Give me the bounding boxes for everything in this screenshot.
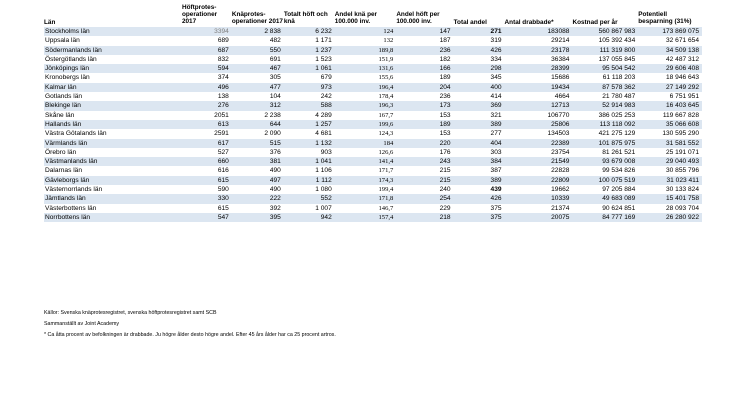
value-cell: 490 (269, 186, 281, 194)
value-cell: 90 624 851 (602, 204, 636, 212)
notes-section (44, 310, 704, 344)
value-cell: 2 838 (232, 27, 284, 36)
value-cell: 594 (182, 64, 232, 73)
value-cell: 552 (284, 194, 335, 203)
value-cell: 105 392 434 (598, 37, 636, 45)
value-cell: 25806 (505, 120, 573, 129)
value-cell: 220 (396, 139, 453, 148)
value-cell: 19662 (551, 186, 570, 194)
value-cell: 2 090 (264, 130, 281, 138)
value-cell: 130 595 290 (662, 130, 699, 138)
value-cell: 4 289 (315, 111, 332, 119)
value-cell: 276 (182, 101, 232, 110)
value-cell: 6 232 (284, 27, 335, 36)
table-row (44, 101, 702, 110)
value-cell: 167,7 (378, 111, 394, 119)
value-cell: 4 681 (315, 130, 332, 138)
county-name-cell: Södermanlands län (44, 46, 182, 55)
value-cell: 32 671 654 (665, 37, 699, 45)
value-cell: 319 (490, 37, 502, 45)
value-cell: 30 133 824 (665, 186, 699, 194)
value-cell: 689 (217, 37, 229, 45)
value-cell: 312 (232, 101, 284, 110)
value-cell: 305 (269, 74, 281, 82)
county-name-cell: Blekinge län (44, 101, 182, 110)
value-cell: 151,9 (378, 55, 394, 63)
table-row (44, 83, 702, 92)
value-cell: 146,7 (378, 204, 394, 212)
county-name-cell: Norrbottens län (44, 213, 182, 222)
table-row (44, 111, 702, 120)
header-row (44, 0, 702, 27)
value-cell: 155,6 (378, 74, 394, 82)
value-cell: 42 487 312 (665, 55, 699, 63)
table-row (44, 92, 702, 101)
value-cell: 174,3 (335, 176, 397, 185)
table-row (44, 157, 702, 166)
value-cell: 49 683 089 (572, 194, 638, 203)
table-row (44, 27, 702, 36)
value-cell: 613 (182, 120, 232, 129)
value-cell: 153 (439, 111, 451, 119)
value-cell: 617 (182, 139, 232, 148)
value-cell: 1 112 (284, 176, 335, 185)
value-cell: 1 106 (315, 167, 332, 175)
value-cell: 19434 (505, 83, 573, 92)
value-cell: 12713 (505, 101, 573, 110)
value-cell: 1 061 (284, 64, 335, 73)
value-cell: 496 (182, 83, 232, 92)
value-cell: 222 (232, 194, 284, 203)
value-cell: 132 (383, 37, 394, 45)
value-cell: 137 055 845 (598, 55, 636, 63)
value-cell: 84 777 169 (572, 213, 638, 222)
data-table-container (44, 0, 702, 222)
value-cell: 189 (439, 74, 451, 82)
county-name-cell: Östergötlands län (45, 55, 97, 63)
value-cell: 182 (439, 55, 451, 63)
value-cell: 392 (269, 204, 281, 212)
value-cell: 21374 (551, 204, 570, 212)
value-cell: 131,6 (335, 64, 397, 73)
value-cell: 52 914 983 (572, 101, 638, 110)
value-cell: 23754 (551, 148, 570, 156)
value-cell: 104 (269, 93, 281, 101)
value-cell: 23178 (505, 46, 573, 55)
table-row (44, 46, 702, 55)
value-cell: 183088 (505, 27, 573, 36)
value-cell: 189,8 (335, 46, 397, 55)
value-cell: 111 319 800 (572, 46, 638, 55)
value-cell: 644 (232, 120, 284, 129)
value-cell: 153 (439, 130, 451, 138)
header-affected: Antal drabbade* (504, 19, 554, 26)
value-cell: 482 (269, 37, 281, 45)
table-row (44, 166, 702, 175)
value-cell: 171,8 (335, 194, 397, 203)
county-name-cell: Jönköpings län (44, 64, 182, 73)
value-cell: 374 (217, 74, 229, 82)
county-name-cell: Gotlands län (45, 93, 83, 101)
value-cell: 29 606 408 (638, 64, 702, 73)
value-cell: 3394 (182, 27, 232, 36)
header-savings: Potentiell besparning (31%) (638, 11, 692, 25)
value-cell: 215 (439, 167, 451, 175)
value-cell: 21549 (505, 157, 573, 166)
value-cell: 124,3 (378, 130, 394, 138)
value-cell: 375 (490, 204, 502, 212)
value-cell: 515 (232, 139, 284, 148)
county-name-cell: Värmlands län (44, 139, 182, 148)
county-name-cell: Västmanlands län (44, 157, 182, 166)
value-cell: 171,7 (378, 167, 394, 175)
value-cell: 31 023 411 (638, 176, 702, 185)
table-row (44, 55, 702, 64)
value-cell: 101 875 975 (572, 139, 638, 148)
value-cell: 141,4 (335, 157, 397, 166)
county-name-cell: Gävleborgs län (44, 176, 182, 185)
header-lan: Län (44, 19, 56, 26)
county-name-cell: Västra Götalands län (45, 130, 107, 138)
table-row (44, 194, 702, 203)
table-row (44, 36, 702, 45)
value-cell: 35 066 608 (638, 120, 702, 129)
value-cell: 218 (396, 213, 453, 222)
value-cell: 124 (335, 27, 397, 36)
value-cell: 832 (217, 55, 229, 63)
value-cell: 330 (182, 194, 232, 203)
value-cell: 93 679 008 (572, 157, 638, 166)
county-name-cell: Uppsala län (45, 37, 80, 45)
table-row (44, 139, 702, 148)
value-cell: 229 (439, 204, 451, 212)
value-cell: 254 (396, 194, 453, 203)
value-cell: 27 149 292 (638, 83, 702, 92)
value-cell: 389 (454, 176, 505, 185)
value-cell: 321 (490, 111, 502, 119)
value-cell: 29214 (551, 37, 570, 45)
value-cell: 147 (396, 27, 453, 36)
value-cell: 189 (396, 120, 453, 129)
value-cell: 29 040 493 (638, 157, 702, 166)
value-cell: 126,6 (378, 148, 394, 156)
value-cell: 1 132 (284, 139, 335, 148)
value-cell: 97 205 884 (602, 186, 636, 194)
value-cell: 30 855 796 (665, 167, 699, 175)
value-cell: 28399 (505, 64, 573, 73)
value-cell: 173 869 075 (638, 27, 702, 36)
value-cell: 31 581 552 (638, 139, 702, 148)
value-cell: 660 (182, 157, 232, 166)
value-cell: 527 (217, 148, 229, 156)
value-cell: 414 (490, 93, 502, 101)
value-cell: 942 (284, 213, 335, 222)
value-cell: 134503 (547, 130, 570, 138)
value-cell: 6 751 951 (669, 93, 699, 101)
value-cell: 87 578 362 (572, 83, 638, 92)
value-cell: 381 (232, 157, 284, 166)
value-cell: 106770 (547, 111, 570, 119)
value-cell: 421 275 129 (598, 130, 636, 138)
value-cell: 113 118 092 (572, 120, 638, 129)
value-cell: 16 403 645 (638, 101, 702, 110)
value-cell: 196,3 (335, 101, 397, 110)
table-row (44, 129, 702, 138)
value-cell: 588 (284, 101, 335, 110)
header-knee-rate: Andel knä per 100.000 inv. (334, 11, 378, 25)
value-cell: 243 (396, 157, 453, 166)
county-name-cell: Västernorrlands län (45, 186, 103, 194)
value-cell: 36384 (551, 55, 570, 63)
value-cell: 547 (182, 213, 232, 222)
value-cell: 187 (439, 37, 451, 45)
value-cell: 119 667 828 (662, 111, 699, 119)
value-cell: 426 (454, 46, 505, 55)
value-cell: 166 (396, 64, 453, 73)
value-cell: 28 093 704 (665, 204, 699, 212)
value-cell: 1 523 (315, 55, 332, 63)
value-cell: 404 (454, 139, 505, 148)
value-cell: 4664 (554, 93, 570, 101)
county-name-cell: Jämtlands län (44, 194, 182, 203)
value-cell: 616 (217, 167, 229, 175)
value-cell: 386 025 253 (598, 111, 636, 119)
value-cell: 271 (454, 27, 505, 36)
value-cell: 590 (217, 186, 229, 194)
value-cell: 376 (269, 148, 281, 156)
value-cell: 236 (396, 46, 453, 55)
value-cell: 384 (454, 157, 505, 166)
value-cell: 375 (454, 213, 505, 222)
value-cell: 173 (396, 101, 453, 110)
value-cell: 22828 (551, 167, 570, 175)
value-cell: 400 (454, 83, 505, 92)
value-cell: 61 118 203 (602, 74, 636, 82)
table-row (44, 148, 702, 157)
value-cell: 334 (490, 55, 502, 63)
source-note: Källor: Svenska knäprotesregistret, svenska höftprotesregistret samt SCB (44, 310, 217, 316)
value-cell: 439 (490, 186, 502, 194)
value-cell: 99 534 826 (602, 167, 636, 175)
value-cell: 477 (232, 83, 284, 92)
value-cell: 550 (232, 46, 284, 55)
header-hip-rate: Andel höft per 100.000 inv. (396, 11, 440, 25)
value-cell: 22809 (505, 176, 573, 185)
header-hip-operations: Höftprotes-operationer 2017 (181, 4, 218, 25)
table-body (44, 27, 702, 222)
compiled-note: Sammanställt av Joint Academy (44, 321, 120, 328)
table-row (44, 64, 702, 73)
value-cell: 2 238 (264, 111, 281, 119)
county-name-cell: Hallands län (44, 120, 182, 129)
value-cell: 21 780 487 (602, 93, 636, 101)
header-total-hip-knee: Totalt höft och knä (283, 11, 328, 25)
value-cell: 184 (335, 139, 397, 148)
value-cell: 22389 (505, 139, 573, 148)
value-cell: 178,4 (378, 93, 394, 101)
value-cell: 18 946 643 (665, 74, 699, 82)
value-cell: 467 (232, 64, 284, 73)
value-cell: 242 (320, 93, 332, 101)
county-name-cell: Skåne län (45, 111, 75, 119)
value-cell: 10339 (505, 194, 573, 203)
header-knee-operations: Knäprotes-operationer 2017 (231, 11, 283, 25)
value-cell: 345 (490, 74, 502, 82)
value-cell: 215 (396, 176, 453, 185)
value-cell: 903 (320, 148, 332, 156)
value-cell: 1 171 (315, 37, 332, 45)
value-cell: 303 (490, 148, 502, 156)
value-cell: 387 (490, 167, 502, 175)
value-cell: 389 (454, 120, 505, 129)
value-cell: 1 257 (284, 120, 335, 129)
value-cell: 15 401 758 (638, 194, 702, 203)
footnote: * Ca åtta procent av befolkningen är drabbade. Ju högre ålder desto högre andel. Efter 45 års ålder har ca 25 procent artros. (44, 332, 336, 339)
county-name-cell: Dalarnas län (45, 167, 83, 175)
value-cell: 199,6 (335, 120, 397, 129)
table-row (44, 73, 702, 82)
value-cell: 196,4 (335, 83, 397, 92)
county-table (44, 0, 702, 222)
table-row (44, 176, 702, 185)
value-cell: 81 261 521 (602, 148, 636, 156)
value-cell: 691 (269, 55, 281, 63)
value-cell: 1 080 (315, 186, 332, 194)
value-cell: 25 191 071 (665, 148, 699, 156)
value-cell: 176 (439, 148, 451, 156)
value-cell: 560 867 983 (572, 27, 638, 36)
value-cell: 497 (232, 176, 284, 185)
value-cell: 157,4 (335, 213, 397, 222)
value-cell: 236 (439, 93, 451, 101)
value-cell: 2591 (214, 130, 229, 138)
county-name-cell: Västerbottens län (45, 204, 97, 212)
value-cell: 100 075 519 (572, 176, 638, 185)
value-cell: 298 (454, 64, 505, 73)
value-cell: 15686 (551, 74, 570, 82)
table-row (44, 213, 702, 222)
value-cell: 1 041 (284, 157, 335, 166)
value-cell: 426 (454, 194, 505, 203)
value-cell: 138 (217, 93, 229, 101)
value-cell: 615 (182, 176, 232, 185)
value-cell: 687 (182, 46, 232, 55)
value-cell: 199,4 (378, 186, 394, 194)
value-cell: 973 (284, 83, 335, 92)
header-cost: Kostnad per år (572, 19, 618, 26)
county-name-cell: Örebro län (45, 148, 77, 156)
value-cell: 240 (439, 186, 451, 194)
value-cell: 369 (454, 101, 505, 110)
value-cell: 2051 (214, 111, 229, 119)
value-cell: 204 (396, 83, 453, 92)
value-cell: 395 (232, 213, 284, 222)
table-row (44, 204, 702, 213)
value-cell: 1 007 (315, 204, 332, 212)
value-cell: 26 280 922 (638, 213, 702, 222)
value-cell: 95 504 542 (572, 64, 638, 73)
county-name-cell: Kalmar län (44, 83, 182, 92)
value-cell: 1 237 (284, 46, 335, 55)
header-total-rate: Total andel (453, 19, 487, 26)
value-cell: 277 (490, 130, 502, 138)
value-cell: 615 (217, 204, 229, 212)
value-cell: 34 509 138 (638, 46, 702, 55)
county-name-cell: Stockholms län (44, 27, 182, 36)
table-row (44, 120, 702, 129)
county-name-cell: Kronobergs län (45, 74, 90, 82)
table-row (44, 185, 702, 194)
value-cell: 679 (320, 74, 332, 82)
value-cell: 20075 (505, 213, 573, 222)
value-cell: 490 (269, 167, 281, 175)
